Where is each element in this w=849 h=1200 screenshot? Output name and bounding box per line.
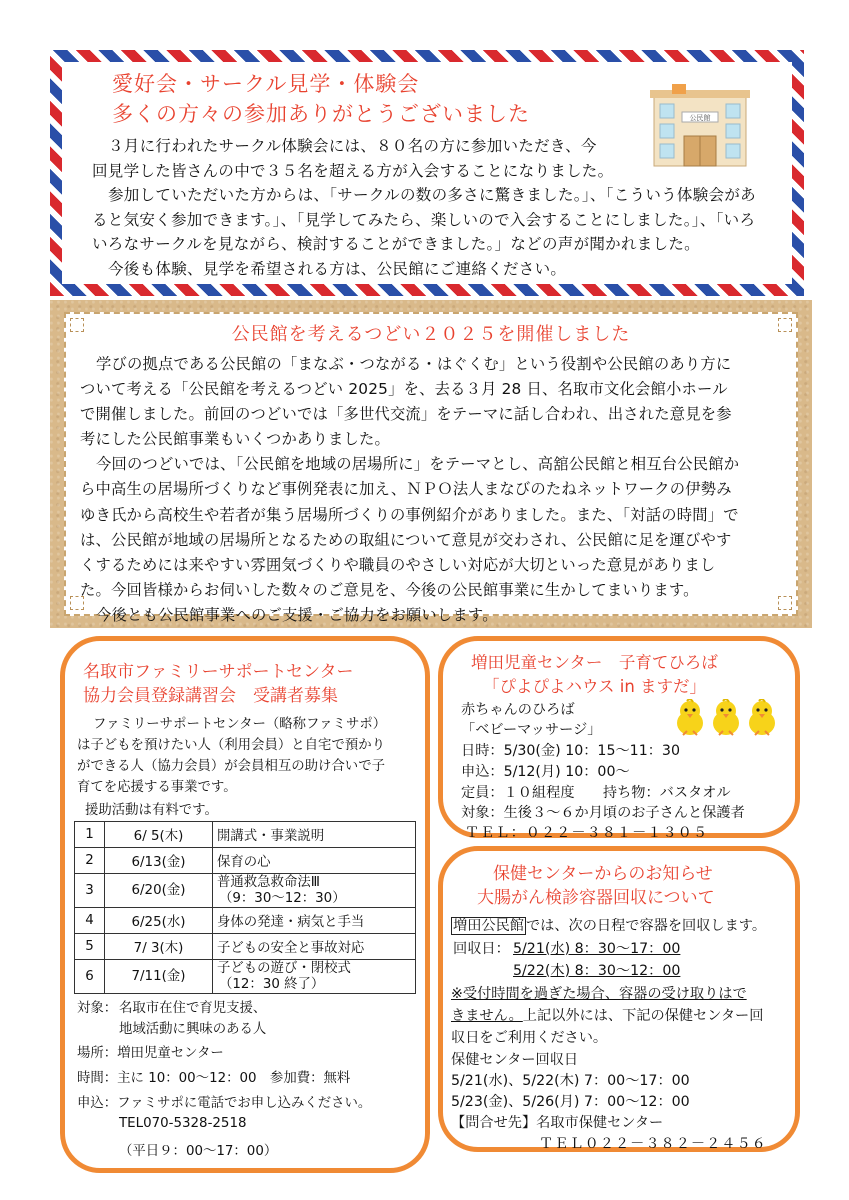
family-support-title-2: 協力会員登録講習会 受講者募集: [83, 686, 338, 706]
event-target: 対象：生後３～６か月頃のお子さんと保護者: [461, 805, 745, 821]
schedule-table: [74, 821, 416, 994]
row-number: 6: [75, 960, 105, 994]
phone-hours: （平日９：00～17：00）: [119, 1144, 278, 1159]
row-date: 7/11(金): [105, 960, 213, 994]
forum-panel: [64, 312, 798, 624]
chick-icon: [745, 699, 779, 737]
contact-phone: ＴＥＬ０２２－３８２－２４５６: [539, 1136, 767, 1152]
row-content-main: 子どもの遊び・閉校式: [217, 960, 351, 976]
note-line-3: 収日をご利用ください。: [451, 1030, 608, 1046]
intro-line: ファミリーサポートセンター（略称ファミサポ）: [93, 717, 387, 732]
family-support-title-1: 名取市ファミリーサポートセンター: [83, 662, 354, 682]
paragraph-line: は、公民館が地域の居場所となるための取組について意見が交わされ、公民館に足を運びやす: [80, 530, 732, 549]
note-line-2-underlined: きません。: [451, 1008, 523, 1024]
phone-number: TEL070-5328-2518: [119, 1116, 247, 1131]
collection-date-2: 5/22(木) 8：30～12：00: [513, 963, 681, 979]
paragraph-line: た。今回皆様からお伺いした数々のご意見を、今後の公民館事業に生かしてまいります。: [80, 580, 699, 599]
circle-trial-notice: [50, 50, 804, 296]
paragraph-line: 参加していただいた方からは、「サークルの数の多さに驚きました。」、「こういう体験会があ: [108, 186, 756, 205]
row-content: 子どもの安全と事故対応: [213, 934, 416, 960]
intro-line: は子どもを預けたい人（利用会員）と自宅で預かり: [77, 738, 385, 753]
table-row: [75, 822, 416, 848]
paragraph-line: 考にした公民館事業もいくつかありました。: [80, 430, 390, 449]
health-center-title-1: 保健センターからのお知らせ: [493, 864, 713, 884]
forum-body: [80, 352, 790, 628]
collection-intro-text: では、次の日程で容器を回収します。: [525, 918, 767, 934]
contact-line: 【問合せ先】名取市保健センター: [451, 1115, 664, 1131]
event-apply: 申込：5/12(月) 10：00～: [461, 764, 630, 780]
paragraph-line: 今回のつどいでは、「公民館を地域の居場所に」をテーマとし、高舘公民館と相互台公民館か: [96, 455, 740, 474]
event-date: 日時：5/30(金) 10：15～11：30: [461, 743, 680, 759]
childcare-plaza-box: [438, 636, 800, 841]
target-label: 対象：: [77, 1001, 118, 1016]
note-line-2-rest: 上記以外には、下記の保健センター回: [522, 1008, 764, 1024]
paragraph-line: ３月に行われたサークル体験会には、８０名の方に参加いただき、今: [108, 137, 597, 155]
paragraph-line: ら中高生の居場所づくりなど事例発表に加え、ＮＰＯ法人まなびのたねネットワークの伊勢み: [80, 480, 732, 499]
paragraph-line: ると気安く参加できます。」、「見学してみたら、楽しいので入会することにしました。」、「いろ: [92, 210, 756, 229]
circle-trial-title-1: 愛好会・サークル見学・体験会: [112, 72, 420, 96]
note-line-1: ※受付時間を過ぎた場合、容器の受け取りはで: [451, 986, 747, 1002]
paragraph-line: ついて考える「公民館を考えるつどい 2025」を、去る３月 28 日、名取市文化会館小ホール: [80, 380, 728, 399]
chick-icon: [673, 699, 707, 737]
forum-title: 公民館を考えるつどい２０２５を開催しました: [231, 324, 631, 345]
table-row: [75, 848, 416, 874]
row-content-sub: （9：30～12：30）: [219, 890, 346, 906]
center-dates-label: 保健センター回収日: [451, 1052, 579, 1068]
row-number: 2: [75, 848, 105, 874]
collection-date-1: 5/21(水) 8：30～17：00: [513, 941, 681, 957]
row-content: [213, 874, 416, 908]
row-content: 開講式・事業説明: [213, 822, 416, 848]
target-line: 名取市在住で育児支援、: [119, 1001, 267, 1016]
health-center-box: [438, 846, 800, 1152]
row-date: 6/25(水): [105, 908, 213, 934]
collection-intro: [451, 915, 766, 935]
forum-notice: [50, 300, 812, 628]
time-line: 時間：主に 10：00～12：00 参加費：無料: [77, 1071, 351, 1086]
note-line-2: [451, 1005, 763, 1025]
apply-line: 申込：ファミサポに電話でお申し込みください。: [77, 1096, 372, 1111]
event-sub-1: 赤ちゃんのひろば: [461, 702, 575, 718]
row-number: 5: [75, 934, 105, 960]
paragraph-line: 今後も体験、見学を希望される方は、公民館にご連絡ください。: [108, 259, 567, 278]
row-date: 7/ 3(木): [105, 934, 213, 960]
intro-line: 援助活動は有料です。: [85, 803, 218, 818]
row-content-main: 普通救急救命法Ⅲ: [217, 874, 320, 890]
row-date: 6/20(金): [105, 874, 213, 908]
collection-venue: 増田公民館: [453, 918, 524, 934]
chick-icon: [709, 699, 743, 737]
collection-label: 回収日：: [453, 941, 510, 957]
row-number: 3: [75, 874, 105, 908]
row-content: [213, 960, 416, 994]
center-date-1: 5/21(水)、5/22(木) 7：00～17：00: [451, 1073, 690, 1089]
row-date: 6/13(金): [105, 848, 213, 874]
table-row: [75, 960, 416, 994]
paragraph-line: で開催しました。前回のつどいでは「多世代交流」をテーマに話し合われ、出された意見を参: [80, 405, 732, 424]
event-capacity: 定員：１０組程度 持ち物：バスタオル: [461, 785, 731, 801]
row-content: 身体の発達・病気と手当: [213, 908, 416, 934]
row-number: 4: [75, 908, 105, 934]
family-support-box: [60, 636, 430, 1173]
health-center-title-2: 大腸がん検診容器回収について: [477, 888, 715, 908]
childcare-plaza-title-2: 「ぴよぴよハウス in ますだ」: [483, 677, 707, 696]
paragraph-line: くするためには来やすい雰囲気づくりや職員のやさしい対応が大切といった意見がありまし: [80, 555, 716, 574]
paragraph-line: 回見学した皆さんの中で３５名を超える方が入会することになりました。: [92, 161, 614, 180]
table-row: [75, 874, 416, 908]
row-content-sub: （12：30 終了）: [219, 976, 325, 992]
target-line: 地域活動に興味のある人: [119, 1022, 267, 1037]
paragraph-line: いろなサークルを見ながら、検討することができました。」などの声が聞かれました。: [92, 235, 700, 254]
intro-line: ができる人（協力会員）が会員相互の助け合いで子: [77, 759, 385, 774]
intro-line: 育てを応援する事業です。: [77, 780, 237, 795]
center-date-2: 5/23(金)、5/26(月) 7：00～12：00: [451, 1094, 690, 1110]
community-center-building-icon: [644, 82, 754, 172]
paragraph-line: 今後とも公民館事業へのご支援・ご協力をお願いします。: [96, 605, 498, 624]
circle-trial-panel: [62, 62, 792, 284]
row-content: 保育の心: [213, 848, 416, 874]
paragraph-line: ゆき氏から高校生や若者が集う居場所づくりの事例紹介がありました。また、「対話の時間」で: [80, 505, 739, 524]
row-number: 1: [75, 822, 105, 848]
event-phone: ＴＥＬ：０２２－３８１－１３０５: [465, 825, 709, 841]
table-row: [75, 908, 416, 934]
paragraph-line: 学びの拠点である公民館の「まなぶ・つながる・はぐくむ」という役割や公民館のあり方に: [96, 355, 732, 373]
childcare-plaza-title-1: 増田児童センター 子育てひろば: [471, 653, 718, 672]
event-sub-2: 「ベビーマッサージ」: [461, 722, 602, 738]
circle-trial-title-2: 多くの方々の参加ありがとうございました: [112, 102, 530, 126]
table-row: [75, 934, 416, 960]
place-line: 場所：増田児童センター: [77, 1046, 224, 1061]
building-sign: 公民館: [689, 114, 711, 122]
row-date: 6/ 5(木): [105, 822, 213, 848]
